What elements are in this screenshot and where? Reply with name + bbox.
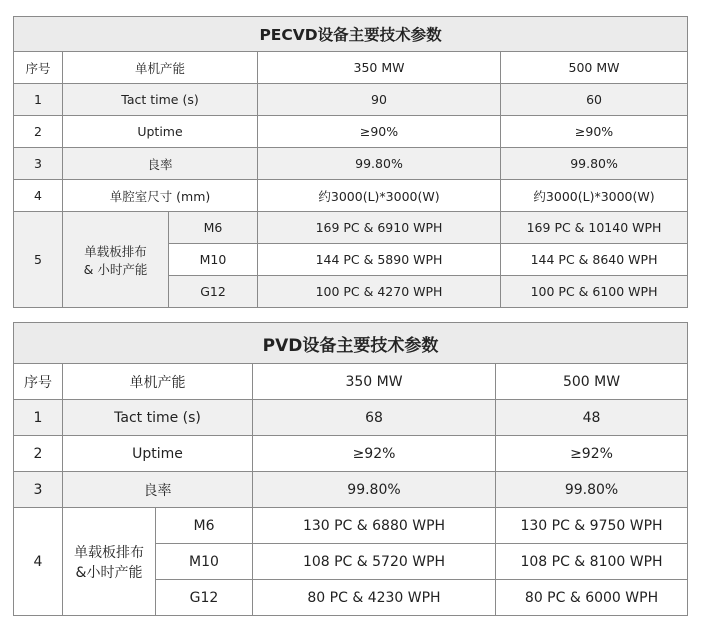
row-label: Uptime <box>63 116 258 148</box>
row-value-500: 约3000(L)*3000(W) <box>501 180 688 212</box>
row-value-500: 100 PC & 6100 WPH <box>501 276 688 308</box>
group-index: 4 <box>14 508 63 616</box>
row-value-350: 169 PC & 6910 WPH <box>258 212 501 244</box>
row-value-500: ≥92% <box>496 436 688 472</box>
wafer-size: M10 <box>156 544 253 580</box>
group-label <box>63 508 156 616</box>
table-row <box>14 472 688 508</box>
row-index: 3 <box>14 148 63 180</box>
header-index: 序号 <box>14 364 63 400</box>
table-row <box>14 400 688 436</box>
wafer-size: G12 <box>169 276 258 308</box>
row-value-350: 68 <box>253 400 496 436</box>
wafer-size: M10 <box>169 244 258 276</box>
row-value-500: 60 <box>501 84 688 116</box>
row-value-350: ≥90% <box>258 116 501 148</box>
row-index: 2 <box>14 116 63 148</box>
row-value-500: ≥90% <box>501 116 688 148</box>
row-value-500: 144 PC & 8640 WPH <box>501 244 688 276</box>
pvd-params-table <box>13 322 688 616</box>
table-row <box>14 508 688 544</box>
row-index: 4 <box>14 180 63 212</box>
row-label: 良率 <box>63 472 253 508</box>
row-index: 1 <box>14 84 63 116</box>
header-capacity: 单机产能 <box>63 52 258 84</box>
row-value-350: 100 PC & 4270 WPH <box>258 276 501 308</box>
row-label: Uptime <box>63 436 253 472</box>
row-label: Tact time (s) <box>63 84 258 116</box>
group-label <box>63 212 169 308</box>
row-index: 1 <box>14 400 63 436</box>
row-index: 3 <box>14 472 63 508</box>
row-value-500: 169 PC & 10140 WPH <box>501 212 688 244</box>
row-value-500: 80 PC & 6000 WPH <box>496 580 688 616</box>
group-label-line1: 单载板排布 <box>84 243 147 259</box>
group-label-line2: &小时产能 <box>75 564 143 581</box>
row-value-500: 99.80% <box>496 472 688 508</box>
group-label-line2: & 小时产能 <box>83 261 148 277</box>
table-row <box>14 116 688 148</box>
wafer-size: G12 <box>156 580 253 616</box>
header-capacity: 单机产能 <box>63 364 253 400</box>
row-value-500: 130 PC & 9750 WPH <box>496 508 688 544</box>
row-value-350: 99.80% <box>253 472 496 508</box>
row-value-350: 130 PC & 6880 WPH <box>253 508 496 544</box>
pvd-table-title: PVD设备主要技术参数 <box>14 323 688 364</box>
table-row <box>14 84 688 116</box>
table-row <box>14 212 688 244</box>
wafer-size: M6 <box>156 508 253 544</box>
row-value-350: 90 <box>258 84 501 116</box>
table-row <box>14 148 688 180</box>
row-label: Tact time (s) <box>63 400 253 436</box>
header-350mw: 350 MW <box>258 52 501 84</box>
header-500mw: 500 MW <box>496 364 688 400</box>
row-value-350: 80 PC & 4230 WPH <box>253 580 496 616</box>
row-value-350: ≥92% <box>253 436 496 472</box>
row-index: 2 <box>14 436 63 472</box>
row-value-350: 144 PC & 5890 WPH <box>258 244 501 276</box>
row-value-350: 约3000(L)*3000(W) <box>258 180 501 212</box>
row-label: 单腔室尺寸 (mm) <box>63 180 258 212</box>
row-value-350: 108 PC & 5720 WPH <box>253 544 496 580</box>
table-row <box>14 180 688 212</box>
wafer-size: M6 <box>169 212 258 244</box>
row-value-500: 48 <box>496 400 688 436</box>
group-index: 5 <box>14 212 63 308</box>
pecvd-params-table <box>13 16 688 308</box>
row-label: 良率 <box>63 148 258 180</box>
header-index: 序号 <box>14 52 63 84</box>
row-value-350: 99.80% <box>258 148 501 180</box>
table-row <box>14 436 688 472</box>
pecvd-table-title: PECVD设备主要技术参数 <box>14 17 688 52</box>
header-500mw: 500 MW <box>501 52 688 84</box>
row-value-500: 99.80% <box>501 148 688 180</box>
group-label-line1: 单载板排布 <box>74 544 144 561</box>
header-350mw: 350 MW <box>253 364 496 400</box>
row-value-500: 108 PC & 8100 WPH <box>496 544 688 580</box>
